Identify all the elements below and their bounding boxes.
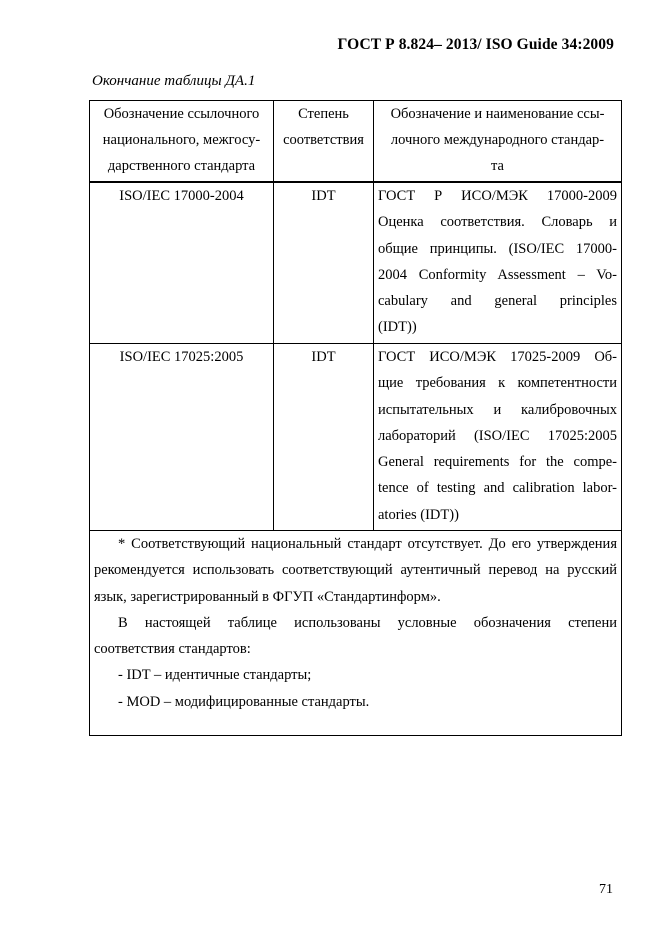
description-line: ГОСТ Р ИСО/МЭК 17000-2009 [378,188,617,204]
description-line: ГОСТ ИСО/МЭК 17025-2009 Об- [378,349,617,365]
degree-value: IDT [274,182,374,344]
description-line: atories (IDT)) [378,506,459,523]
table-caption: Окончание таблицы ДА.1 [92,73,256,89]
document-header: ГОСТ Р 8.824– 2013/ ISO Guide 34:2009 [337,36,614,53]
international-standard-description [374,182,622,344]
header-line: Обозначение ссылочного [103,106,260,122]
legend-item-mod: - MOD – модифицированные стандарты. [118,693,370,710]
table-row [90,344,622,531]
header-line: лочного международного стандар- [390,132,605,148]
header-line: та [491,158,504,174]
header-line: Степень [298,106,349,122]
description-line: общие принципы. (ISO/IEC 17000- [378,240,617,257]
standards-table [89,100,622,736]
degree-value: IDT [274,344,374,531]
header-line: соответствия [283,132,364,148]
description-line: испытательных и калибровочных [378,401,617,418]
header-line: дарственного стандарта [107,158,256,174]
header-line: национального, межгосу- [102,132,261,148]
page-number: 71 [599,882,613,897]
legend-item-idt: - IDT – идентичные стандарты; [118,667,312,684]
description-line: Оценка соответствия. Словарь и [378,214,617,231]
description-line: 2004 Conformity Assessment – Vo- [378,266,617,283]
footnote-text: * Соответствующий национальный стандарт отсутствует. До его утверждения рекомендуется использовать соответствующий аутентичный перевод на русский язык, зарегистрированный в ФГУП «Стандартинформ». [94,536,617,605]
table-header-row [90,101,622,183]
column-header-reference-standard [90,101,274,183]
description-line: щие требования к компетентности [378,375,617,392]
table-notes-row [90,531,622,736]
description-line: General requirements for the compe- [378,454,617,471]
table-notes [90,531,622,736]
table-row [90,182,622,344]
international-standard-description [374,344,622,531]
header-line: Обозначение и наименование ссы- [390,106,605,122]
reference-standard-code: ISO/IEC 17025:2005 [90,344,274,531]
reference-standard-code: ISO/IEC 17000-2004 [90,182,274,344]
description-line: cabulary and general principles [378,293,617,310]
column-header-degree [274,101,374,183]
description-line: лабораторий (ISO/IEC 17025:2005 [378,427,617,444]
legend-intro: В настоящей таблице использованы условные обозначения степени соответствия стандартов: [94,614,617,658]
column-header-international-standard [374,101,622,183]
description-line: (IDT)) [378,319,417,336]
description-line: tence of testing and calibration labor- [378,480,617,497]
